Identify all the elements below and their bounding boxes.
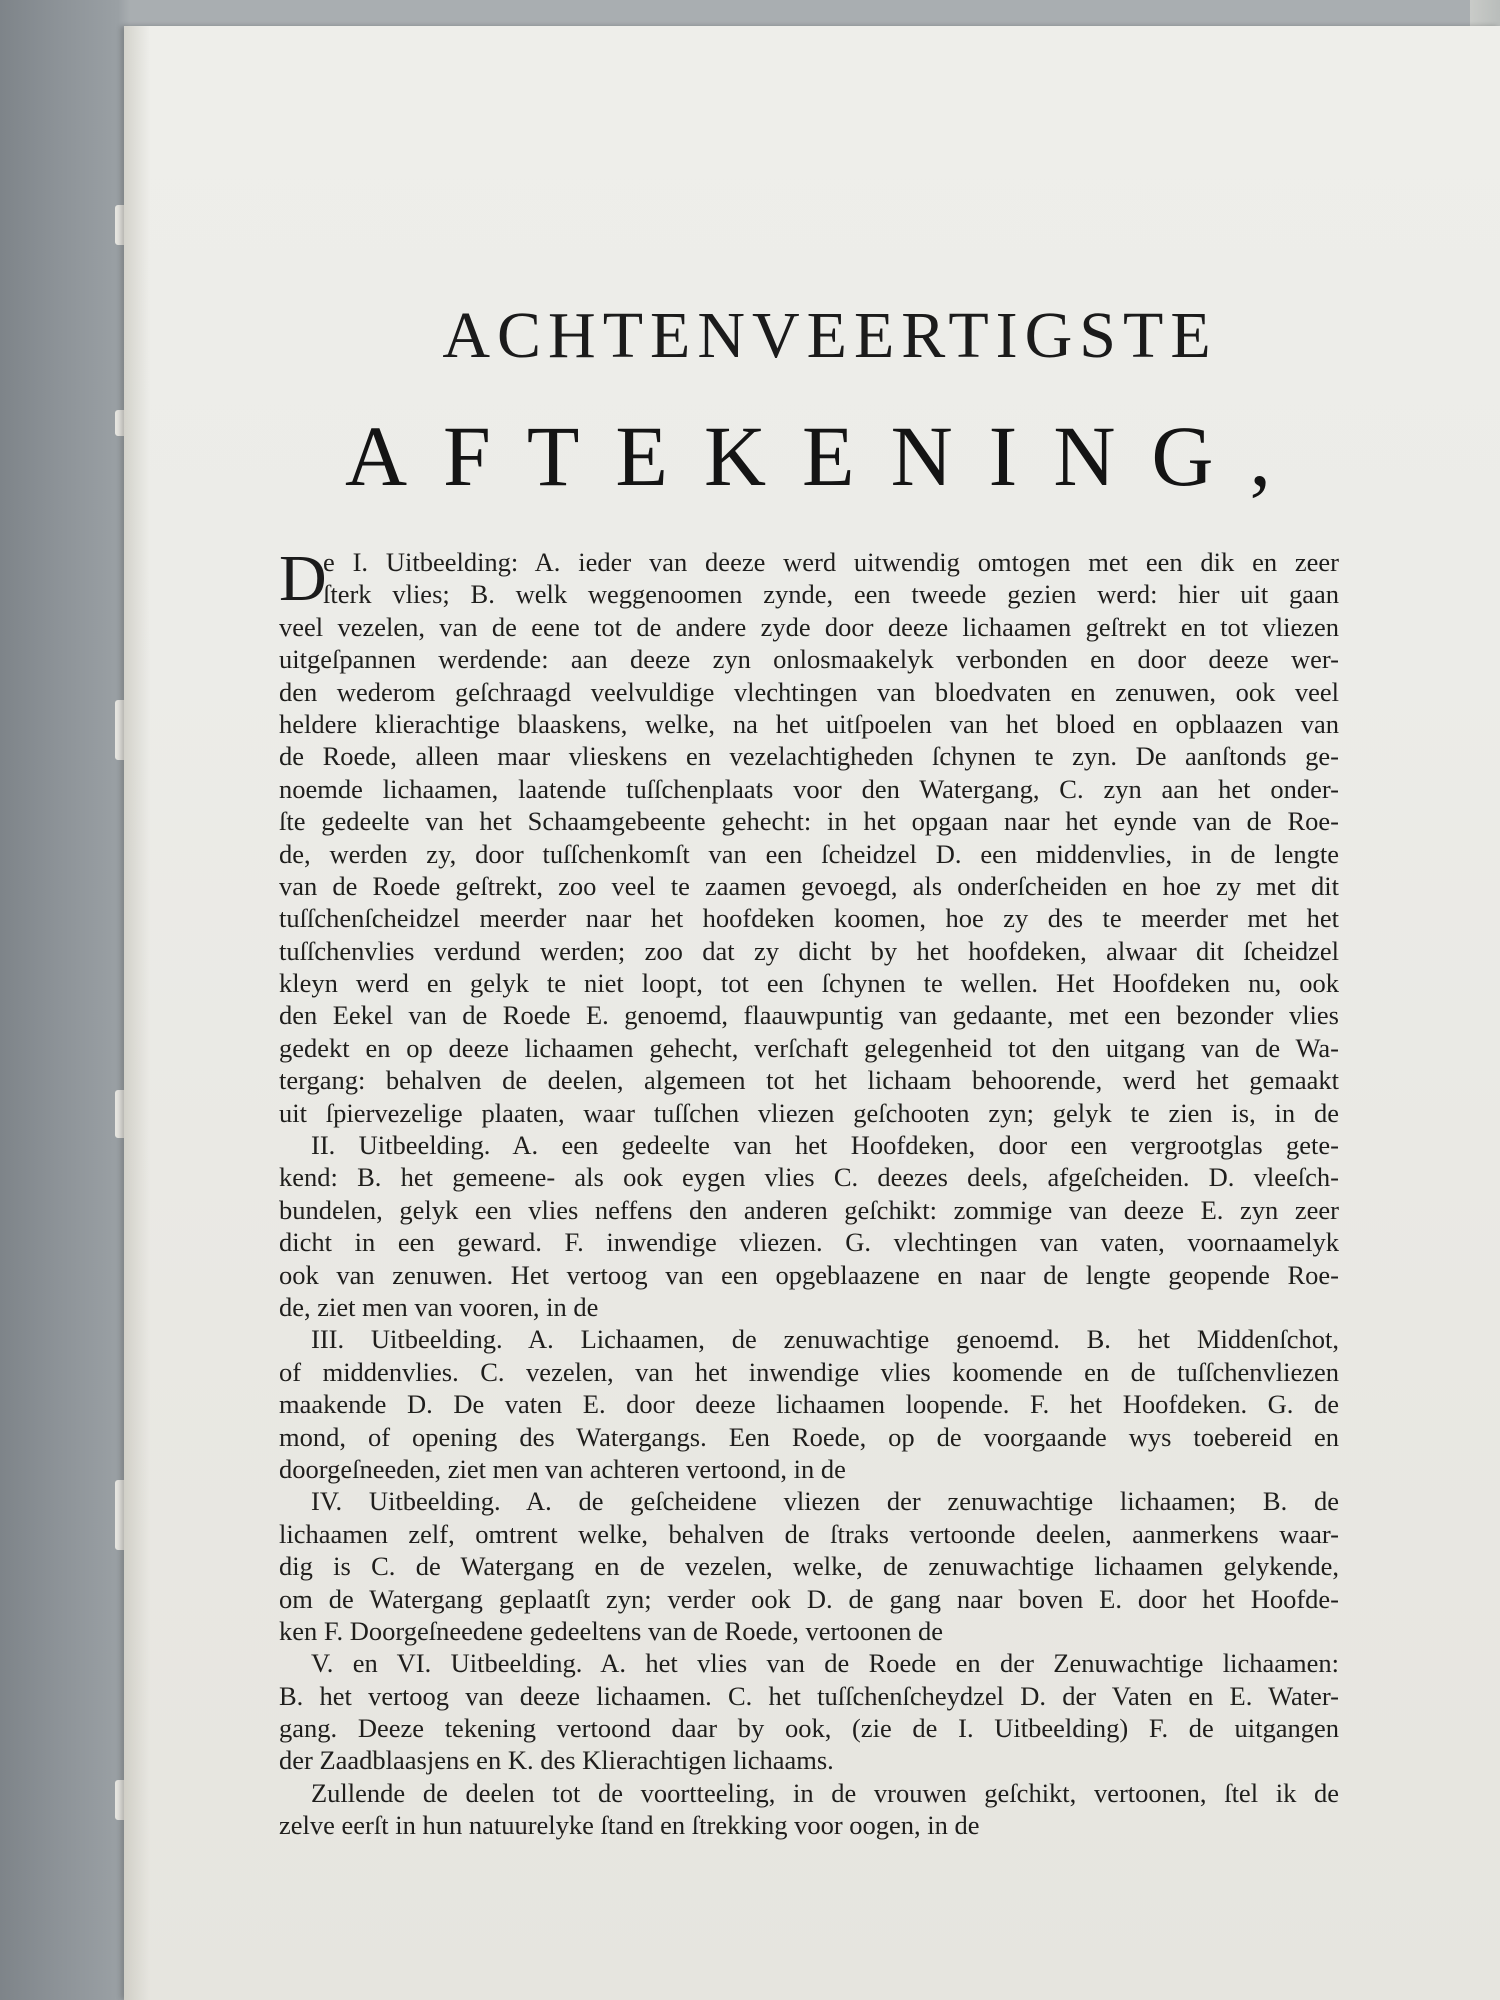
text-line: bundelen, gelyk een vlies neffens den anderen geſchikt: zommige van deeze E. zyn zeer bbox=[279, 1194, 1339, 1225]
text-line: tuſſchenſcheidzel meerder naar het hoofdeken koomen, hoe zy des te meerder met het bbox=[279, 903, 1339, 934]
document-page bbox=[124, 26, 1500, 2000]
text-line: den Eekel van de Roede E. genoemd, flaauwpuntig van gedaante, met een bezonder vlies bbox=[279, 1000, 1339, 1031]
text-line: heldere klierachtige blaaskens, welke, na het uitſpoelen van het bloed en opblaazen van bbox=[279, 708, 1339, 739]
text-line: of middenvlies. C. vezelen, van het inwendige vlies koomende en de tuſſchenvliezen bbox=[279, 1356, 1339, 1387]
text-line: ook van zenuwen. Het vertoog van een opgeblaazene en naar de lengte geopende Roe- bbox=[279, 1259, 1339, 1290]
text-line: ſterk vlies; B. welk weggenoomen zynde, een tweede gezien werd: hier uit gaan bbox=[323, 579, 1339, 610]
text-line: maakende D. De vaten E. door deeze lichaamen loopende. F. het Hoofdeken. G. de bbox=[279, 1389, 1339, 1420]
text-line: Zullende de deelen tot de voortteeling, in de vrouwen geſchikt, vertoonen, ſtel ik de bbox=[311, 1777, 1339, 1808]
text-line: gedekt en op deeze lichaamen gehecht, verſchaft gelegenheid tot den uitgang van de Wa- bbox=[279, 1032, 1339, 1063]
page-title-line-1: ACHTENVEERTIGSTE bbox=[442, 299, 1218, 372]
text-line: dig is C. de Watergang en de vezelen, welke, de zenuwachtige lichaamen gelykende, bbox=[279, 1551, 1339, 1582]
text-line: de Roede, alleen maar vlieskens en vezelachtigheden ſchynen te zyn. De aanſtonds ge- bbox=[279, 741, 1339, 772]
drop-cap: D bbox=[279, 542, 327, 615]
page-title-line-2: AFTEKENING, bbox=[344, 408, 1308, 504]
text-line: B. het vertoog van deeze lichaamen. C. het tuſſchenſcheydzel D. der Vaten en E. Water- bbox=[279, 1680, 1339, 1711]
text-line: II. Uitbeelding. A. een gedeelte van het Hoofdeken, door een vergrootglas gete- bbox=[311, 1130, 1339, 1161]
text-line: uitgeſpannen werdende: aan deeze zyn onlosmaakelyk verbonden en door deeze wer- bbox=[279, 644, 1339, 675]
text-line: van de Roede geſtrekt, zoo veel te zaamen gevoegd, als onderſcheiden en hoe zy met dit bbox=[279, 870, 1339, 901]
text-line: tergang: behalven de deelen, algemeen tot het lichaam behoorende, werd het gemaakt bbox=[279, 1065, 1339, 1096]
text-line: veel vezelen, van de eene tot de andere zyde door deeze lichaamen geſtrekt en tot vliezen bbox=[279, 611, 1339, 642]
text-line: de, ziet men van vooren, in de bbox=[279, 1291, 599, 1322]
text-line: mond, of opening des Watergangs. Een Roede, op de voorgaande wys toebereid en bbox=[279, 1421, 1339, 1452]
text-line: der Zaadblaasjens en K. des Klierachtigen lichaams. bbox=[279, 1745, 834, 1776]
text-line: de, werden zy, door tuſſchenkomſt van een ſcheidzel D. een middenvlies, in de lengte bbox=[279, 838, 1339, 869]
text-line: uit ſpiervezelige plaaten, waar tuſſchen vliezen geſchooten zyn; gelyk te zien is, in de bbox=[279, 1097, 1339, 1128]
text-line: gang. Deeze tekening vertoond daar by ook, (zie de I. Uitbeelding) F. de uitgangen bbox=[279, 1713, 1339, 1744]
text-line: doorgeſneeden, ziet men van achteren vertoond, in de bbox=[279, 1453, 846, 1484]
text-line: noemde lichaamen, laatende tuſſchenplaats voor den Watergang, C. zyn aan het onder- bbox=[279, 773, 1339, 804]
text-line: ken F. Doorgeſneedene gedeeltens van de Roede, vertoonen de bbox=[279, 1615, 944, 1646]
text-line: V. en VI. Uitbeelding. A. het vlies van de Roede en der Zenuwachtige lichaamen: bbox=[311, 1648, 1339, 1679]
text-line: lichaamen zelf, omtrent welke, behalven de ſtraks vertoonde deelen, aanmerkens waar- bbox=[279, 1518, 1339, 1549]
text-line: kleyn werd en gelyk te niet loopt, tot een ſchynen te wellen. Het Hoofdeken nu, ook bbox=[279, 968, 1339, 999]
text-line: kend: B. het gemeene- als ook eygen vlies C. deezes deels, afgeſcheiden. D. vleeſch- bbox=[279, 1162, 1339, 1193]
text-line: zelve eerſt in hun natuurelyke ſtand en ſtrekking voor oogen, in de bbox=[279, 1810, 980, 1841]
text-line: e I. Uitbeelding: A. ieder van deeze werd uitwendig omtogen met een dik en zeer bbox=[323, 547, 1339, 577]
text-line: den wederom geſchraagd veelvuldige vlechtingen van bloedvaten en zenuwen, ook veel bbox=[279, 676, 1339, 707]
body-text bbox=[279, 542, 1339, 1842]
text-line: ſte gedeelte van het Schaamgebeente gehecht: in het opgaan naar het eynde van de Roe- bbox=[279, 806, 1339, 837]
text-line: IV. Uitbeelding. A. de geſcheidene vliezen der zenuwachtige lichaamen; B. de bbox=[311, 1486, 1339, 1517]
text-line: III. Uitbeelding. A. Lichaamen, de zenuwachtige genoemd. B. het Middenſchot, bbox=[311, 1324, 1339, 1355]
text-line: om de Watergang geplaatſt zyn; verder ook D. de gang naar boven E. door het Hoofde- bbox=[279, 1583, 1339, 1614]
text-line: dicht in een geward. F. inwendige vliezen. G. vlechtingen van vaten, voornaamelyk bbox=[279, 1227, 1339, 1258]
text-line: tuſſchenvlies verdund werden; zoo dat zy dicht by het hoofdeken, alwaar dit ſcheidzel bbox=[279, 935, 1339, 966]
